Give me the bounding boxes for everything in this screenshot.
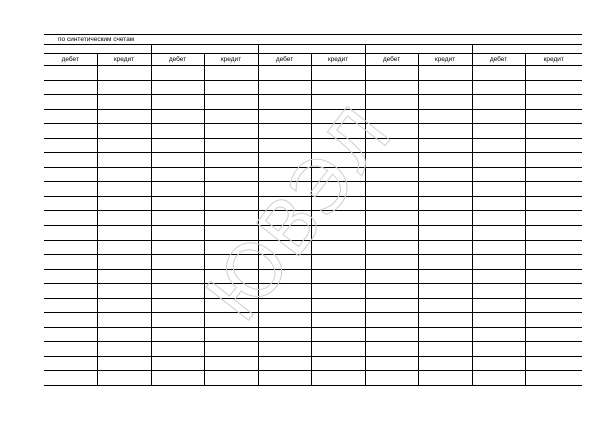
debit-cell[interactable] [151, 356, 204, 371]
debit-cell[interactable] [472, 226, 525, 241]
credit-cell[interactable] [97, 167, 151, 182]
debit-cell[interactable] [472, 240, 525, 255]
table-row [44, 269, 582, 284]
debit-cell[interactable] [151, 313, 204, 328]
debit-cell[interactable] [365, 95, 418, 110]
credit-cell[interactable] [311, 313, 365, 328]
debit-cell[interactable] [365, 313, 418, 328]
group-header-cell [472, 45, 582, 54]
credit-cell[interactable] [97, 226, 151, 241]
debit-cell[interactable] [365, 182, 418, 197]
ledger-table [44, 34, 582, 386]
group-header-cell [258, 45, 365, 54]
table-row [44, 95, 582, 110]
debit-header: дебет [151, 54, 204, 66]
debit-cell[interactable] [44, 138, 97, 153]
debit-cell[interactable] [365, 226, 418, 241]
debit-cell[interactable] [472, 182, 525, 197]
credit-cell[interactable] [311, 269, 365, 284]
table-row [44, 80, 582, 95]
credit-cell[interactable] [525, 255, 582, 270]
debit-cell[interactable] [44, 269, 97, 284]
debit-cell[interactable] [472, 284, 525, 299]
group-header-row [44, 45, 582, 54]
debit-cell[interactable] [151, 66, 204, 81]
credit-cell[interactable] [525, 211, 582, 226]
debit-cell[interactable] [258, 211, 311, 226]
table-row [44, 211, 582, 226]
credit-cell[interactable] [97, 211, 151, 226]
debit-cell[interactable] [472, 269, 525, 284]
credit-cell[interactable] [418, 226, 472, 241]
credit-cell[interactable] [204, 138, 258, 153]
group-header-cell [151, 45, 258, 54]
debit-cell[interactable] [472, 80, 525, 95]
debit-cell[interactable] [472, 138, 525, 153]
credit-cell[interactable] [204, 167, 258, 182]
debit-cell[interactable] [151, 342, 204, 357]
debit-cell[interactable] [44, 124, 97, 139]
credit-cell[interactable] [525, 298, 582, 313]
credit-cell[interactable] [525, 66, 582, 81]
credit-cell[interactable] [525, 313, 582, 328]
debit-cell[interactable] [258, 240, 311, 255]
credit-header: кредит [525, 54, 582, 66]
table-row [44, 298, 582, 313]
ledger-body [44, 66, 582, 386]
debit-cell[interactable] [258, 255, 311, 270]
credit-cell[interactable] [525, 109, 582, 124]
credit-cell[interactable] [418, 342, 472, 357]
table-row [44, 313, 582, 328]
table-row [44, 153, 582, 168]
credit-cell[interactable] [418, 109, 472, 124]
credit-cell[interactable] [204, 255, 258, 270]
debit-cell[interactable] [365, 138, 418, 153]
debit-cell[interactable] [258, 298, 311, 313]
credit-cell[interactable] [311, 167, 365, 182]
credit-cell[interactable] [311, 327, 365, 342]
credit-cell[interactable] [418, 167, 472, 182]
debit-cell[interactable] [472, 298, 525, 313]
group-header-cell [44, 45, 151, 54]
table-row [44, 284, 582, 299]
table-row [44, 66, 582, 81]
debit-cell[interactable] [44, 182, 97, 197]
debit-cell[interactable] [258, 80, 311, 95]
credit-cell[interactable] [97, 269, 151, 284]
debit-cell[interactable] [365, 196, 418, 211]
debit-cell[interactable] [258, 182, 311, 197]
credit-cell[interactable] [204, 298, 258, 313]
debit-cell[interactable] [151, 167, 204, 182]
debit-cell[interactable] [151, 298, 204, 313]
debit-cell[interactable] [151, 269, 204, 284]
credit-cell[interactable] [204, 342, 258, 357]
credit-cell[interactable] [97, 80, 151, 95]
debit-cell[interactable] [44, 211, 97, 226]
credit-cell[interactable] [311, 371, 365, 386]
credit-cell[interactable] [418, 313, 472, 328]
debit-cell[interactable] [151, 153, 204, 168]
credit-cell[interactable] [97, 196, 151, 211]
table-row [44, 356, 582, 371]
debit-cell[interactable] [258, 95, 311, 110]
debit-cell[interactable] [44, 226, 97, 241]
credit-cell[interactable] [204, 95, 258, 110]
table-row [44, 327, 582, 342]
debit-header: дебет [258, 54, 311, 66]
debit-cell[interactable] [44, 284, 97, 299]
credit-cell[interactable] [418, 80, 472, 95]
debit-cell[interactable] [151, 124, 204, 139]
debit-cell[interactable] [258, 138, 311, 153]
debit-cell[interactable] [258, 371, 311, 386]
debit-cell[interactable] [44, 66, 97, 81]
debit-cell[interactable] [44, 342, 97, 357]
credit-cell[interactable] [311, 109, 365, 124]
credit-cell[interactable] [525, 167, 582, 182]
debit-cell[interactable] [44, 80, 97, 95]
table-row [44, 240, 582, 255]
debit-cell[interactable] [365, 66, 418, 81]
credit-cell[interactable] [418, 66, 472, 81]
credit-cell[interactable] [204, 124, 258, 139]
debit-credit-header-row [44, 54, 582, 66]
debit-cell[interactable] [44, 255, 97, 270]
table-row [44, 342, 582, 357]
debit-cell[interactable] [151, 182, 204, 197]
debit-cell[interactable] [258, 342, 311, 357]
debit-cell[interactable] [472, 211, 525, 226]
watermark: ЮВЭЛ [190, 90, 410, 338]
credit-cell[interactable] [525, 284, 582, 299]
credit-cell[interactable] [311, 255, 365, 270]
debit-cell[interactable] [151, 109, 204, 124]
table-row [44, 124, 582, 139]
credit-cell[interactable] [418, 240, 472, 255]
table-row [44, 226, 582, 241]
credit-cell[interactable] [418, 356, 472, 371]
debit-cell[interactable] [44, 240, 97, 255]
debit-cell[interactable] [472, 109, 525, 124]
debit-cell[interactable] [44, 95, 97, 110]
credit-cell[interactable] [204, 371, 258, 386]
debit-cell[interactable] [151, 196, 204, 211]
debit-cell[interactable] [365, 342, 418, 357]
credit-cell[interactable] [418, 327, 472, 342]
debit-cell[interactable] [44, 109, 97, 124]
debit-cell[interactable] [151, 80, 204, 95]
credit-cell[interactable] [418, 211, 472, 226]
credit-cell[interactable] [525, 153, 582, 168]
credit-cell[interactable] [311, 211, 365, 226]
debit-cell[interactable] [365, 167, 418, 182]
credit-cell[interactable] [418, 124, 472, 139]
table-caption: по синтетическим счетам [44, 35, 151, 45]
credit-cell[interactable] [97, 95, 151, 110]
credit-cell[interactable] [418, 371, 472, 386]
credit-cell[interactable] [311, 138, 365, 153]
credit-cell[interactable] [525, 196, 582, 211]
debit-cell[interactable] [44, 356, 97, 371]
debit-cell[interactable] [365, 124, 418, 139]
debit-cell[interactable] [472, 327, 525, 342]
credit-cell[interactable] [418, 255, 472, 270]
credit-cell[interactable] [311, 66, 365, 81]
debit-cell[interactable] [258, 284, 311, 299]
credit-cell[interactable] [525, 226, 582, 241]
table-row [44, 138, 582, 153]
credit-cell[interactable] [97, 342, 151, 357]
debit-cell[interactable] [44, 196, 97, 211]
credit-cell[interactable] [311, 226, 365, 241]
debit-cell[interactable] [258, 269, 311, 284]
debit-cell[interactable] [472, 342, 525, 357]
credit-cell[interactable] [204, 211, 258, 226]
credit-cell[interactable] [97, 327, 151, 342]
credit-cell[interactable] [204, 182, 258, 197]
caption-row [44, 35, 582, 45]
debit-cell[interactable] [44, 327, 97, 342]
credit-cell[interactable] [204, 109, 258, 124]
debit-cell[interactable] [258, 167, 311, 182]
debit-cell[interactable] [151, 211, 204, 226]
credit-cell[interactable] [97, 138, 151, 153]
debit-cell[interactable] [44, 298, 97, 313]
credit-cell[interactable] [204, 66, 258, 81]
debit-cell[interactable] [258, 356, 311, 371]
table-row [44, 196, 582, 211]
caption-spacer [151, 35, 582, 45]
debit-cell[interactable] [472, 356, 525, 371]
credit-cell[interactable] [418, 138, 472, 153]
debit-cell[interactable] [258, 153, 311, 168]
credit-cell[interactable] [311, 356, 365, 371]
credit-header: кредит [204, 54, 258, 66]
debit-cell[interactable] [44, 153, 97, 168]
debit-cell[interactable] [472, 313, 525, 328]
credit-cell[interactable] [204, 240, 258, 255]
debit-cell[interactable] [44, 167, 97, 182]
table-row [44, 109, 582, 124]
credit-cell[interactable] [97, 124, 151, 139]
credit-cell[interactable] [311, 124, 365, 139]
debit-header: дебет [44, 54, 97, 66]
debit-cell[interactable] [365, 80, 418, 95]
credit-cell[interactable] [97, 298, 151, 313]
credit-cell[interactable] [204, 80, 258, 95]
credit-cell[interactable] [97, 153, 151, 168]
credit-cell[interactable] [418, 269, 472, 284]
credit-cell[interactable] [311, 196, 365, 211]
credit-cell[interactable] [204, 153, 258, 168]
credit-cell[interactable] [204, 269, 258, 284]
debit-cell[interactable] [365, 240, 418, 255]
credit-cell[interactable] [204, 196, 258, 211]
debit-cell[interactable] [258, 66, 311, 81]
debit-cell[interactable] [365, 356, 418, 371]
debit-cell[interactable] [151, 95, 204, 110]
credit-cell[interactable] [97, 240, 151, 255]
credit-cell[interactable] [204, 356, 258, 371]
credit-cell[interactable] [97, 313, 151, 328]
credit-cell[interactable] [525, 138, 582, 153]
table-row [44, 255, 582, 270]
ledger-sheet [44, 34, 582, 386]
group-header-cell [365, 45, 472, 54]
debit-cell[interactable] [258, 196, 311, 211]
credit-cell[interactable] [418, 182, 472, 197]
credit-cell[interactable] [525, 124, 582, 139]
credit-cell[interactable] [525, 80, 582, 95]
credit-cell[interactable] [525, 95, 582, 110]
debit-cell[interactable] [472, 371, 525, 386]
credit-cell[interactable] [311, 182, 365, 197]
debit-cell[interactable] [472, 196, 525, 211]
debit-cell[interactable] [472, 167, 525, 182]
debit-cell[interactable] [258, 226, 311, 241]
credit-header: кредит [311, 54, 365, 66]
credit-cell[interactable] [311, 80, 365, 95]
debit-cell[interactable] [365, 109, 418, 124]
credit-cell[interactable] [525, 371, 582, 386]
credit-cell[interactable] [97, 66, 151, 81]
table-row [44, 182, 582, 197]
credit-cell[interactable] [97, 284, 151, 299]
credit-header: кредит [418, 54, 472, 66]
debit-cell[interactable] [365, 327, 418, 342]
credit-cell[interactable] [525, 269, 582, 284]
credit-cell[interactable] [311, 342, 365, 357]
credit-cell[interactable] [525, 240, 582, 255]
debit-cell[interactable] [472, 255, 525, 270]
debit-cell[interactable] [472, 66, 525, 81]
debit-cell[interactable] [365, 153, 418, 168]
credit-cell[interactable] [311, 95, 365, 110]
credit-cell[interactable] [525, 327, 582, 342]
debit-cell[interactable] [258, 109, 311, 124]
debit-header: дебет [472, 54, 525, 66]
debit-cell[interactable] [365, 269, 418, 284]
credit-cell[interactable] [97, 182, 151, 197]
credit-cell[interactable] [525, 182, 582, 197]
debit-cell[interactable] [151, 371, 204, 386]
credit-cell[interactable] [311, 298, 365, 313]
debit-cell[interactable] [151, 255, 204, 270]
credit-cell[interactable] [311, 153, 365, 168]
debit-cell[interactable] [258, 327, 311, 342]
debit-cell[interactable] [44, 371, 97, 386]
credit-cell[interactable] [311, 284, 365, 299]
credit-cell[interactable] [418, 153, 472, 168]
debit-header: дебет [365, 54, 418, 66]
credit-cell[interactable] [418, 284, 472, 299]
table-row [44, 371, 582, 386]
credit-cell[interactable] [525, 342, 582, 357]
debit-cell[interactable] [151, 138, 204, 153]
credit-cell[interactable] [204, 327, 258, 342]
debit-cell[interactable] [365, 211, 418, 226]
credit-cell[interactable] [311, 240, 365, 255]
debit-cell[interactable] [365, 255, 418, 270]
credit-cell[interactable] [418, 196, 472, 211]
debit-cell[interactable] [44, 313, 97, 328]
credit-cell[interactable] [418, 298, 472, 313]
debit-cell[interactable] [472, 95, 525, 110]
credit-cell[interactable] [204, 284, 258, 299]
credit-cell[interactable] [97, 109, 151, 124]
credit-cell[interactable] [97, 255, 151, 270]
debit-cell[interactable] [151, 284, 204, 299]
debit-cell[interactable] [151, 226, 204, 241]
debit-cell[interactable] [365, 284, 418, 299]
debit-cell[interactable] [365, 298, 418, 313]
credit-cell[interactable] [204, 313, 258, 328]
table-row [44, 167, 582, 182]
debit-cell[interactable] [365, 371, 418, 386]
credit-cell[interactable] [418, 95, 472, 110]
credit-cell[interactable] [204, 226, 258, 241]
debit-cell[interactable] [151, 240, 204, 255]
credit-cell[interactable] [97, 371, 151, 386]
debit-cell[interactable] [258, 124, 311, 139]
debit-cell[interactable] [258, 313, 311, 328]
credit-cell[interactable] [97, 356, 151, 371]
debit-cell[interactable] [151, 327, 204, 342]
debit-cell[interactable] [472, 124, 525, 139]
credit-header: кредит [97, 54, 151, 66]
debit-cell[interactable] [472, 153, 525, 168]
credit-cell[interactable] [525, 356, 582, 371]
